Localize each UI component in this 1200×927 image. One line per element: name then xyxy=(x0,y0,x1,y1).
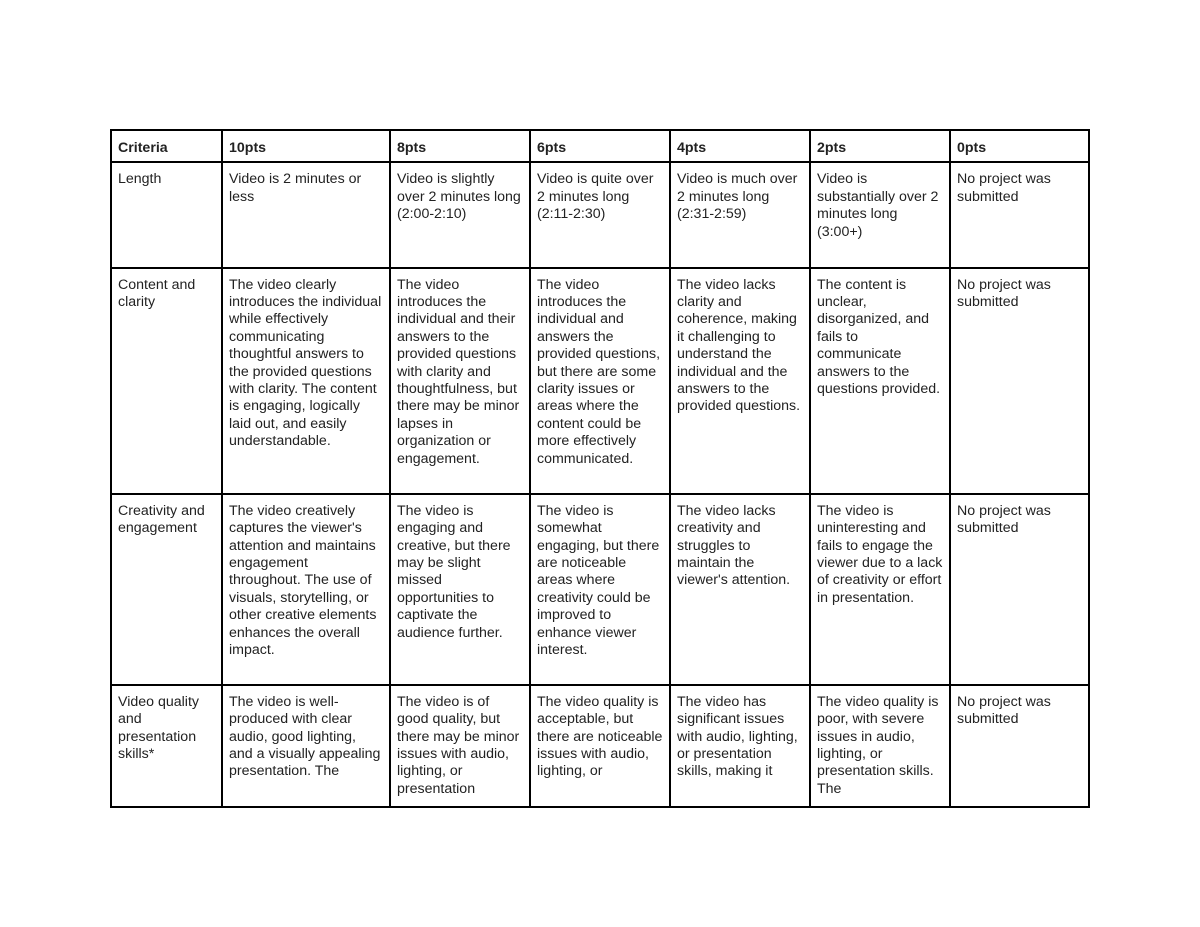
score-cell-8pts: The video introduces the individual and their answers to the provided questions with clarity and thoughtfulness, but there may be minor lapses in organization or engagement. xyxy=(390,268,530,494)
table-row-content xyxy=(111,268,1089,494)
score-cell-0pts: No project was submitted xyxy=(950,494,1089,685)
criterion-cell: Video quality and presentation skills* xyxy=(111,685,222,807)
score-cell-8pts: The video is of good quality, but there may be minor issues with audio, lighting, or presentation xyxy=(390,685,530,807)
score-cell-4pts: The video lacks clarity and coherence, making it challenging to understand the individual and the answers to the provided questions. xyxy=(670,268,810,494)
header-row xyxy=(111,130,1089,162)
score-cell-6pts: The video is somewhat engaging, but there are noticeable areas where creativity could be improved to enhance viewer interest. xyxy=(530,494,670,685)
header-4pts: 4pts xyxy=(670,130,810,162)
score-cell-6pts: The video introduces the individual and answers the provided questions, but there are some clarity issues or areas where the content could be more effectively communicated. xyxy=(530,268,670,494)
score-cell-10pts: The video is well-produced with clear audio, good lighting, and a visually appealing presentation. The xyxy=(222,685,390,807)
header-0pts: 0pts xyxy=(950,130,1089,162)
score-cell-2pts: The video is uninteresting and fails to engage the viewer due to a lack of creativity or effort in presentation. xyxy=(810,494,950,685)
table-row-creativity xyxy=(111,494,1089,685)
criterion-cell: Length xyxy=(111,162,222,267)
score-cell-2pts: Video is substantially over 2 minutes long (3:00+) xyxy=(810,162,950,267)
score-cell-4pts: The video lacks creativity and struggles to maintain the viewer's attention. xyxy=(670,494,810,685)
score-cell-0pts: No project was submitted xyxy=(950,268,1089,494)
score-cell-10pts: The video creatively captures the viewer's attention and maintains engagement throughout. The use of visuals, storytelling, or other creative elements enhances the overall impact. xyxy=(222,494,390,685)
score-cell-10pts: The video clearly introduces the individual while effectively communicating thoughtful answers to the provided questions with clarity. The content is engaging, logically laid out, and easily understandable. xyxy=(222,268,390,494)
score-cell-8pts: The video is engaging and creative, but there may be slight missed opportunities to captivate the audience further. xyxy=(390,494,530,685)
header-2pts: 2pts xyxy=(810,130,950,162)
criterion-cell: Creativity and engagement xyxy=(111,494,222,685)
table-row-length xyxy=(111,162,1089,267)
score-cell-10pts: Video is 2 minutes or less xyxy=(222,162,390,267)
score-cell-8pts: Video is slightly over 2 minutes long (2:00-2:10) xyxy=(390,162,530,267)
criterion-cell: Content and clarity xyxy=(111,268,222,494)
header-8pts: 8pts xyxy=(390,130,530,162)
table-row-video-quality xyxy=(111,685,1089,807)
header-10pts: 10pts xyxy=(222,130,390,162)
score-cell-2pts: The content is unclear, disorganized, and fails to communicate answers to the questions provided. xyxy=(810,268,950,494)
score-cell-6pts: The video quality is acceptable, but there are noticeable issues with audio, lighting, or xyxy=(530,685,670,807)
header-6pts: 6pts xyxy=(530,130,670,162)
score-cell-0pts: No project was submitted xyxy=(950,685,1089,807)
header-criteria: Criteria xyxy=(111,130,222,162)
score-cell-4pts: Video is much over 2 minutes long (2:31-2:59) xyxy=(670,162,810,267)
score-cell-6pts: Video is quite over 2 minutes long (2:11-2:30) xyxy=(530,162,670,267)
score-cell-0pts: No project was submitted xyxy=(950,162,1089,267)
score-cell-2pts: The video quality is poor, with severe issues in audio, lighting, or presentation skills. The xyxy=(810,685,950,807)
score-cell-4pts: The video has significant issues with audio, lighting, or presentation skills, making it xyxy=(670,685,810,807)
rubric-table xyxy=(110,129,1090,808)
